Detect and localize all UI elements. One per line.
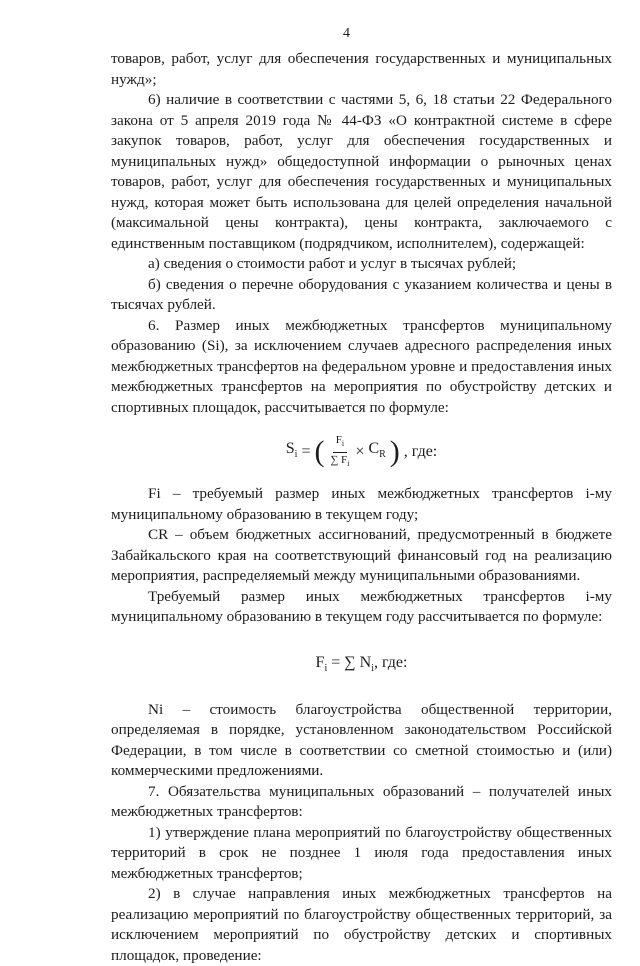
paragraph: CR – объем бюджетных ассигнований, предусмотренный в бюджете Забайкальского края на соответствующий финансовый год на реализацию мероприятия, распределяемый между муниципальными образованиями. — [111, 526, 612, 585]
fraction-numerator: F — [335, 434, 342, 447]
formula-factor-sub: R — [379, 449, 386, 461]
formula-lhs: S — [285, 440, 295, 457]
paragraph: а) сведения о стоимости работ и услуг в тысячах рублей; — [148, 255, 517, 272]
paragraph: 2) в случае направления иных межбюджетных трансфертов на реализацию мероприятий по благоустройству общественных территорий, за исключением мероприятий по обустройству детских и спортивных площадок, проведение: — [111, 885, 612, 964]
paragraph: товаров, работ, услуг для обеспечения государственных и муниципальных нужд»; — [111, 50, 612, 88]
formula2-rhs-sub: i — [371, 662, 374, 674]
paragraph: Ni – стоимость благоустройства общественной территории, определяемая в порядке, установленном законодательством Российской Федерации, в том числе в соответствии со сметной стоимостью и (или) коммерческими предложениями. — [111, 700, 612, 780]
paragraph: Требуемый размер иных межбюджетных трансфертов i-му муниципальному образованию в текущем году рассчитывается по формуле: — [111, 587, 612, 626]
formula-fi — [111, 648, 612, 684]
fraction-denominator-sub: i — [347, 458, 350, 468]
formula-paren-open: ( — [314, 435, 325, 469]
formula2-lhs: F — [315, 653, 325, 671]
formula2-rhs: = ∑ N — [331, 653, 372, 671]
formula-equals: = — [301, 443, 311, 461]
formula-suffix: , где: — [403, 443, 438, 461]
text-block-bottom — [111, 700, 612, 966]
paragraph: 6. Размер иных межбюджетных трансфертов муниципальному образованию (Si), за исключением случаев адресного распределения иных межбюджетных трансфертов на федеральном уровне и предоставления иных межбюджетных трансфертов на мероприятия по обустройству детских и спортивных площадок, рассчитывается по формуле: — [111, 316, 612, 416]
text-block-middle — [111, 484, 612, 628]
fraction-denominator: ∑ F — [330, 453, 348, 466]
formula-fraction — [330, 434, 349, 469]
paragraph: Fi – требуемый размер иных межбюджетных трансфертов i-му муниципальному образованию в текущем году; — [111, 485, 612, 523]
formula-paren-close: ) — [389, 435, 400, 469]
page-number: 4 — [343, 26, 350, 41]
paragraph: 7. Обязательства муниципальных образований – получателей иных межбюджетных трансфертов: — [111, 782, 612, 821]
formula-si — [111, 434, 612, 470]
formula2-suffix: , где: — [374, 653, 408, 671]
paragraph: б) сведения о перечне оборудования с указанием количества и цены в тысячах рублей. — [111, 275, 612, 313]
formula-lhs-sub: i — [294, 449, 298, 461]
paragraph: 1) утверждение плана мероприятий по благоустройству общественных территорий в срок не позднее 1 июля года предоставления иных межбюджетных трансфертов; — [111, 823, 612, 882]
fraction-numerator-sub: i — [341, 439, 345, 449]
formula-factor: C — [368, 440, 380, 457]
formula-times: × — [355, 443, 365, 461]
text-block-top — [111, 49, 612, 418]
paragraph: 6) наличие в соответствии с частями 5, 6, 18 статьи 22 Федерального закона от 5 апреля 2019 года № 44-ФЗ «О контрактной системе в сфере закупок товаров, работ, услуг для обеспечения государственных и муниципальных нужд» общедоступной информации о рыночных ценах товаров, работ, услуг для обеспечения государственных и муниципальных нужд, которая может быть использована для целей определения начальной (максимальной цены контракта), цены контракта, заключаемого с единственным поставщиком (подрядчиком, исполнителем), содержащей: — [111, 91, 612, 252]
formula2-lhs-sub: i — [324, 662, 328, 674]
